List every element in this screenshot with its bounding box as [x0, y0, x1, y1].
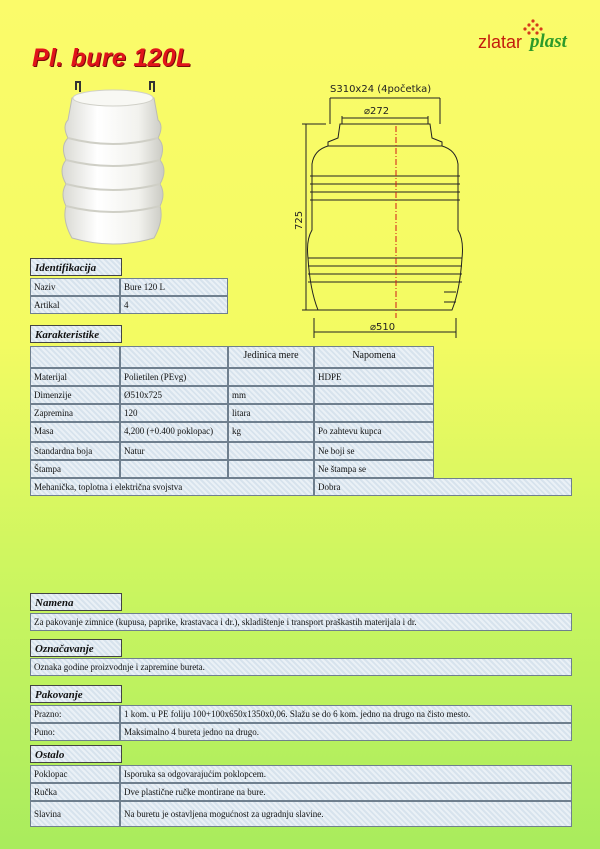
prazno-label: Prazno: — [30, 705, 120, 723]
naziv-label: Naziv — [30, 278, 120, 296]
dimenzije-label: Dimenzije — [30, 386, 120, 404]
oznacavanje-text: Oznaka godine proizvodnje i zapremine bureta. — [30, 658, 572, 676]
barrel-technical-drawing — [292, 80, 472, 340]
page-title: Pl. bure 120L — [32, 44, 192, 72]
boja-label: Standardna boja — [30, 442, 120, 460]
artikal-label: Artikal — [30, 296, 120, 314]
kar-blank-1 — [30, 346, 120, 368]
masa-label: Masa — [30, 422, 120, 442]
poklopac-label: Poklopac — [30, 765, 120, 783]
logo-text-zlatar: zlatar — [478, 32, 523, 52]
pakovanje-header: Pakovanje — [30, 685, 122, 703]
neck-diameter-label: ⌀272 — [364, 106, 390, 117]
stampa-value — [120, 460, 228, 478]
height-label: 725 — [294, 210, 305, 230]
dimenzije-value: Ø510x725 — [120, 386, 228, 404]
artikal-value: 4 — [120, 296, 228, 314]
base-diameter-label: ⌀510 — [370, 322, 396, 333]
masa-unit: kg — [228, 422, 314, 442]
prazno-value: 1 kom. u PE foliju 100+100x650x1350x0,06. Slažu se do 6 kom. jedno na drugo na čisto mesto. — [120, 705, 572, 723]
kar-blank-2 — [120, 346, 228, 368]
dimenzije-note — [314, 386, 434, 404]
materijal-value: Polietilen (PEvg) — [120, 368, 228, 386]
rucka-label: Ručka — [30, 783, 120, 801]
karakteristike-header: Karakteristike — [30, 325, 122, 343]
namena-text: Za pakovanje zimnice (kupusa, paprike, krastavaca i dr.), skladištenje i transport praškastih materijala i dr. — [30, 613, 572, 631]
identifikacija-header: Identifikacija — [30, 258, 122, 276]
stampa-label: Štampa — [30, 460, 120, 478]
materijal-label: Materijal — [30, 368, 120, 386]
zapremina-label: Zapremina — [30, 404, 120, 422]
materijal-unit — [228, 368, 314, 386]
mech-note: Dobra — [314, 478, 572, 496]
puno-label: Puno: — [30, 723, 120, 741]
materijal-note: HDPE — [314, 368, 434, 386]
zapremina-unit: litara — [228, 404, 314, 422]
stampa-note: Ne štampa se — [314, 460, 434, 478]
zapremina-note — [314, 404, 434, 422]
boja-value: Natur — [120, 442, 228, 460]
slavina-label: Slavina — [30, 801, 120, 827]
zlatarplast-logo — [472, 18, 582, 58]
col-napomena: Napomena — [314, 346, 434, 368]
barrel-photo — [56, 80, 170, 252]
logo-text-plast: plast — [530, 31, 567, 52]
masa-note: Po zahtevu kupca — [314, 422, 434, 442]
masa-value: 4,200 (+0.400 poklopac) — [120, 422, 228, 442]
stampa-unit — [228, 460, 314, 478]
ostalo-header: Ostalo — [30, 745, 122, 763]
col-jedinica-mere: Jedinica mere — [228, 346, 314, 368]
namena-header: Namena — [30, 593, 122, 611]
rucka-value: Dve plastične ručke montirane na bure. — [120, 783, 572, 801]
oznacavanje-header: Označavanje — [30, 639, 122, 657]
mech-label: Mehanička, toplotna i električna svojstva — [30, 478, 314, 496]
poklopac-value: Isporuka sa odgovarajućim poklopcem. — [120, 765, 572, 783]
dimenzije-unit: mm — [228, 386, 314, 404]
boja-note: Ne boji se — [314, 442, 434, 460]
zapremina-value: 120 — [120, 404, 228, 422]
naziv-value: Bure 120 L — [120, 278, 228, 296]
boja-unit — [228, 442, 314, 460]
thread-label: S310x24 (4početka) — [330, 84, 432, 95]
puno-value: Maksimalno 4 bureta jedno na drugo. — [120, 723, 572, 741]
slavina-value: Na buretu je ostavljena mogućnost za ugradnju slavine. — [120, 801, 572, 827]
